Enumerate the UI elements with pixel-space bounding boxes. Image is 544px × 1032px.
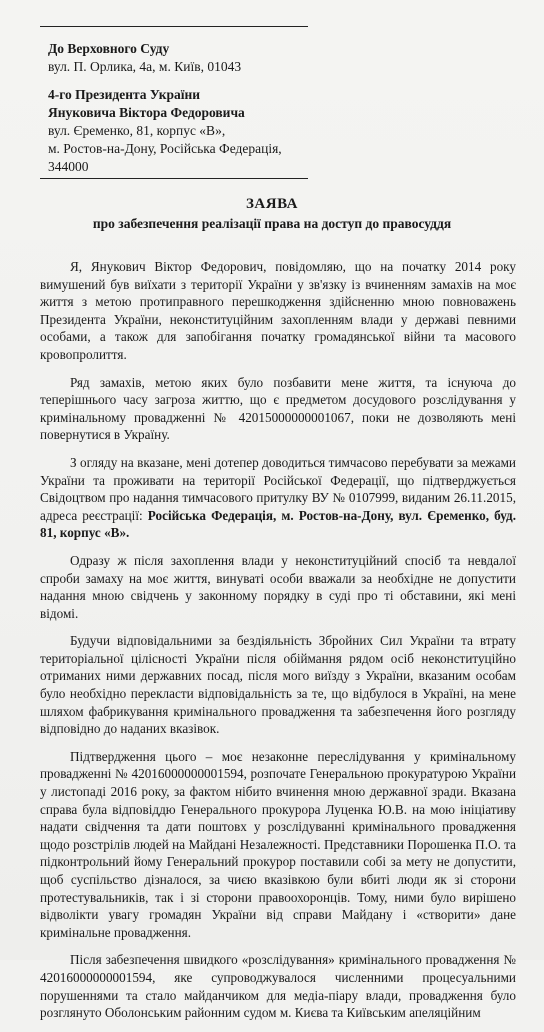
sender-block — [48, 86, 282, 176]
paragraph-3 — [40, 454, 516, 542]
document-title: ЗАЯВА — [246, 196, 298, 212]
paragraph-6: Підтвердження цього – моє незаконне переслідування у кримінальному провадженні № 42016000000001594, розпочате Генеральною прокуратурою України у листопаді 2016 року, за фактом нібито вчинення мною державної зради. Вказана справа була відповіддю Генерального прокурора Луценка Ю.В. на мою ініціативу надати свідчення та дати поштовх у розслідуванні кримінального провадження щодо розстрілів людей на Майдані Незалежності. Представники Порошенка П.О. та підконтрольний йому Генеральний прокурор поставили собі за мету не допустити, щоб суспільство дізналося, за чиєю вказівкою були вбиті люди як зі сторони протестувальників, так і зі сторони правоохоронців. Тому, ними було вирішено відволікти увагу громадян України від справи Майдану і «створити» дане кримінальне провадження. — [40, 748, 516, 940]
sender-city: м. Ростов-на-Дону, Російська Федерація, — [48, 141, 282, 156]
sender-title: 4-го Президента України — [48, 87, 201, 102]
sender-name: Януковича Віктора Федоровича — [48, 105, 245, 120]
paragraph-2: Ряд замахів, метою яких було позбавити мене життя, та існуюча до теперішнього часу загроза життю, що є предметом досудового розслідування у кримінальному провадженні № 42015000000001067, поки не дозволяють мені повернутися в Україну. — [40, 374, 516, 443]
sender-postcode: 344000 — [48, 159, 89, 174]
top-divider — [40, 26, 308, 27]
recipient-name: До Верховного Суду — [48, 41, 170, 56]
recipient-block — [48, 40, 241, 76]
paragraph-1: Я, Янукович Віктор Федорович, повідомляю, що на початку 2014 року вимушений був виїхати з території України у зв'язку із вчиненням замахів на моє життя з метою протиправного перешкодження здійсненню мною повноважень Президента України, неконституційним захопленням влади у державі певними особами, а також для запобігання початку громадянської війни та масового кровопролиття. — [40, 259, 516, 362]
paragraph-5: Будучи відповідальними за бездіяльність Збройних Сил України та втрату територіальної цілісності України після обіймання рядом осіб неконституційно отриманих ними державних посад, після мого виїзду з України, вказаним особам було необхідно перекласти відповідальність за те, що відбулося в Україні, на мене шляхом фабрикування кримінального провадження та забезпечення його розгляду відповідно до наданих вказівок. — [40, 633, 516, 737]
document-body — [40, 258, 516, 1032]
paragraph-3-address: Російська Федерація, м. Ростов-на-Дону, вул. Єременко, буд. 81, корпус «В». — [40, 507, 516, 541]
recipient-address: вул. П. Орлика, 4а, м. Київ, 01043 — [48, 59, 242, 74]
paragraph-3-text: З огляду на вказане, мені дотепер доводиться тимчасово перебувати за межами України та проживати на території Російської Федерації, що підтверджується Свідоцтвом про надання тимчасового притулку ВУ № 0107999, виданим 26.11.2015, адреса реєстрації: — [40, 454, 516, 523]
bottom-divider — [40, 178, 308, 179]
document-subtitle: про забезпечення реалізації права на доступ до правосуддя — [92, 216, 452, 231]
paragraph-4: Одразу ж після захоплення влади у неконституційний спосіб та невдалої спроби замаху на моє життя, винуваті особи вважали за необхідне не допустити надання мною свідчень у законному порядку в суді про ті обставини, які мені відомі. — [40, 552, 516, 621]
sender-street: вул. Єременко, 81, корпус «В», — [48, 123, 226, 138]
paragraph-7: Після забезпечення швидкого «розслідування» кримінального провадження № 42016000000001594, яке супроводжувалося численними процесуальними порушеннями та стало майданчиком для медіа-піару влади, провадження було розглянуто Оболонським районним судом м. Києва та Київським апеляційним — [40, 952, 516, 1021]
